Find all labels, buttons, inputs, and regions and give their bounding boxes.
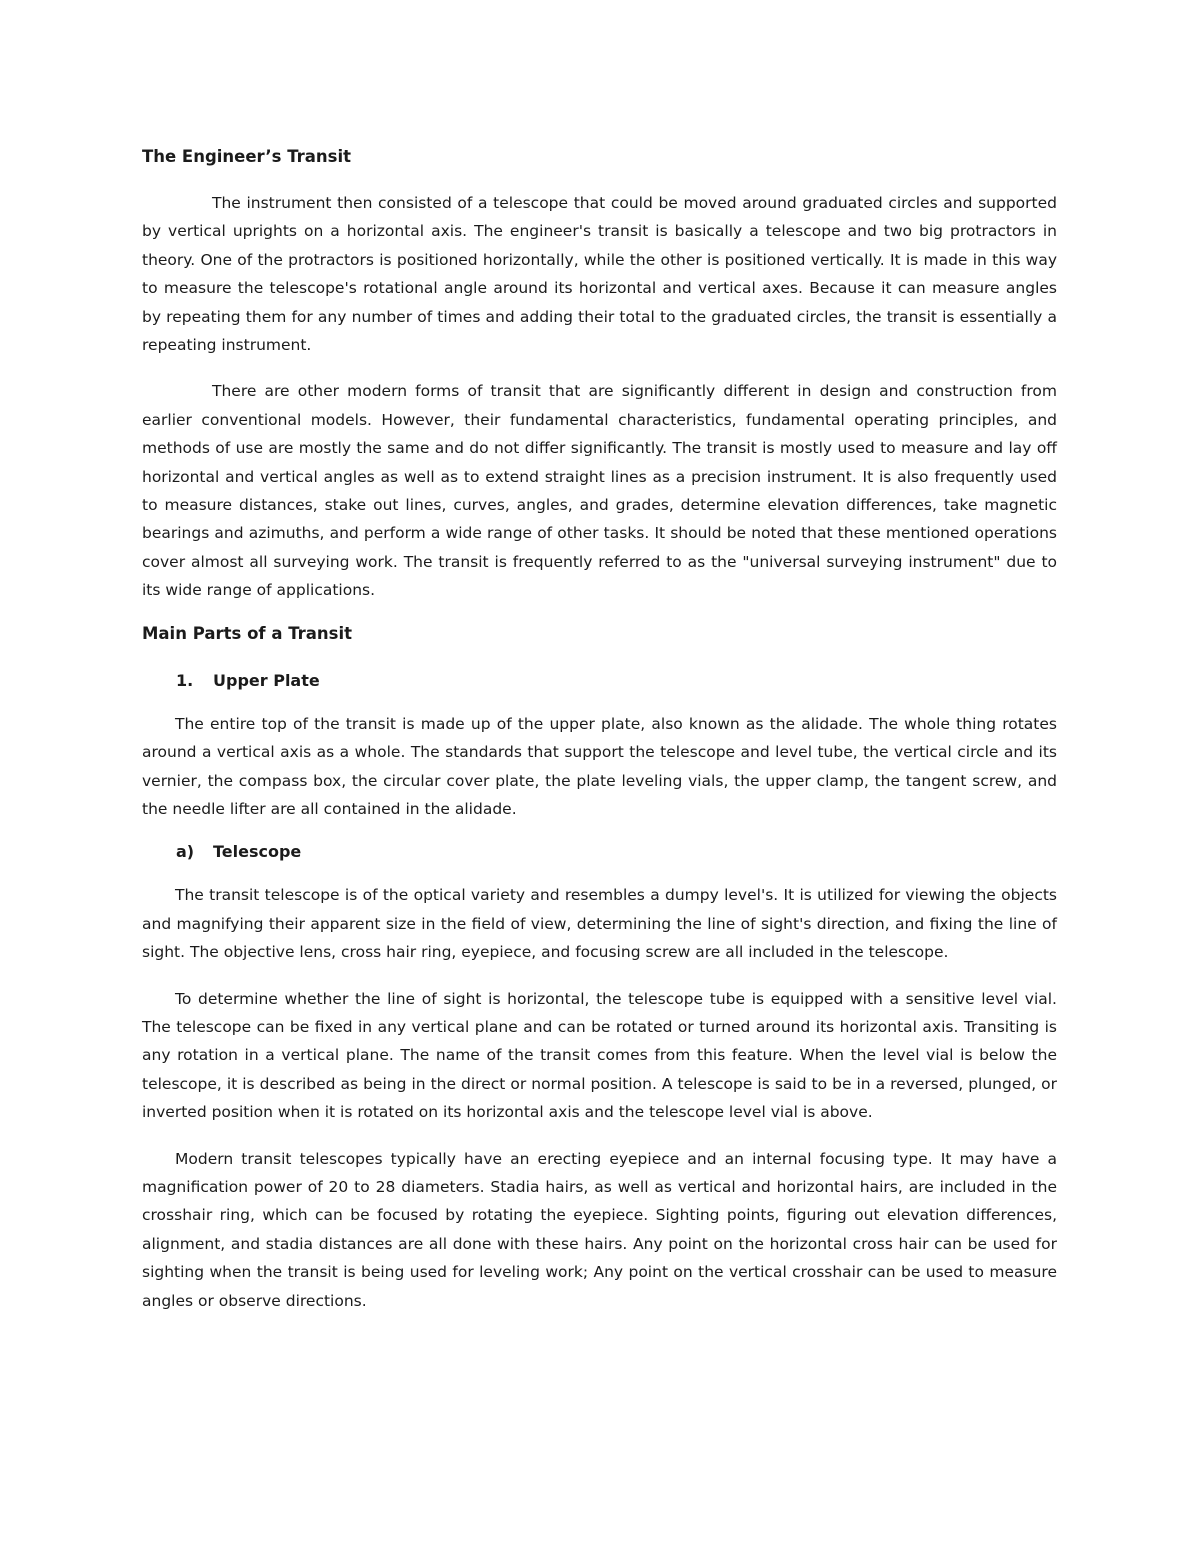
- telescope-paragraph-2: To determine whether the line of sight is horizontal, the telescope tube is equipped with a sensitive level vial. The telescope can be fixed in any vertical plane and can be rotated or turned around its horizontal axis. Transiting is any rotation in a vertical plane. The name of the transit comes from this feature. When the level vial is below the telescope, it is described as being in the direct or normal position. A telescope is said to be in a reversed, plunged, or inverted position when it is rotated on its horizontal axis and the telescope level vial is above.: [142, 989, 1057, 1122]
- list-label-upper-plate: Upper Plate: [213, 670, 320, 690]
- list-label-telescope: Telescope: [213, 842, 302, 862]
- section-heading-main-parts: Main Parts of a Transit: [142, 623, 353, 643]
- telescope-paragraph-1: The transit telescope is of the optical variety and resembles a dumpy level's. It is utilized for viewing the objects and magnifying their apparent size in the field of view, determining the line of sight's direction, and fixing the line of sight. The objective lens, cross hair ring, eyepiece, and focusing screw are all included in the telescope.: [142, 886, 1057, 962]
- list-marker-letter: a): [176, 842, 195, 862]
- list-item-telescope: [142, 841, 1057, 863]
- intro-paragraph-2: There are other modern forms of transit that are significantly different in design and construction from earlier conventional models. However, their fundamental characteristics, fundamental operating principles, and methods of use are mostly the same and do not differ significantly. The transit is mostly used to measure and lay off horizontal and vertical angles as well as to extend straight lines as a precision instrument. It is also frequently used to measure distances, stake out lines, curves, angles, and grades, determine elevation differences, take magnetic bearings and azimuths, and perform a wide range of other tasks. It should be noted that these mentioned operations cover almost all surveying work. The transit is frequently referred to as the "universal surveying instrument" due to its wide range of applications.: [142, 382, 1057, 600]
- document-title: The Engineer’s Transit: [142, 147, 352, 166]
- list-marker-number: 1.: [176, 670, 194, 690]
- intro-paragraph-1: The instrument then consisted of a telescope that could be moved around graduated circles and supported by vertical uprights on a horizontal axis. The engineer's transit is basically a telescope and two big protractors in theory. One of the protractors is positioned horizontally, while the other is positioned vertically. It is made in this way to measure the telescope's rotational angle around its horizontal and vertical axes. Because it can measure angles by repeating them for any number of times and adding their total to the graduated circles, the transit is essentially a repeating instrument.: [142, 194, 1057, 355]
- upper-plate-paragraph: The entire top of the transit is made up of the upper plate, also known as the alidade. The whole thing rotates around a vertical axis as a whole. The standards that support the telescope and level tube, the vertical circle and its vernier, the compass box, the circular cover plate, the plate leveling vials, the upper clamp, the tangent screw, and the needle lifter are all contained in the alidade.: [142, 714, 1057, 818]
- list-item-upper-plate: [142, 670, 1057, 692]
- telescope-paragraph-3: Modern transit telescopes typically have an erecting eyepiece and an internal focusing type. It may have a magnification power of 20 to 28 diameters. Stadia hairs, as well as vertical and horizontal hairs, are included in the crosshair ring, which can be focused by rotating the eyepiece. Sighting points, figuring out elevation differences, alignment, and stadia distances are all done with these hairs. Any point on the horizontal cross hair can be used for sighting when the transit is being used for leveling work; Any point on the vertical crosshair can be used to measure angles or observe directions.: [142, 1149, 1057, 1310]
